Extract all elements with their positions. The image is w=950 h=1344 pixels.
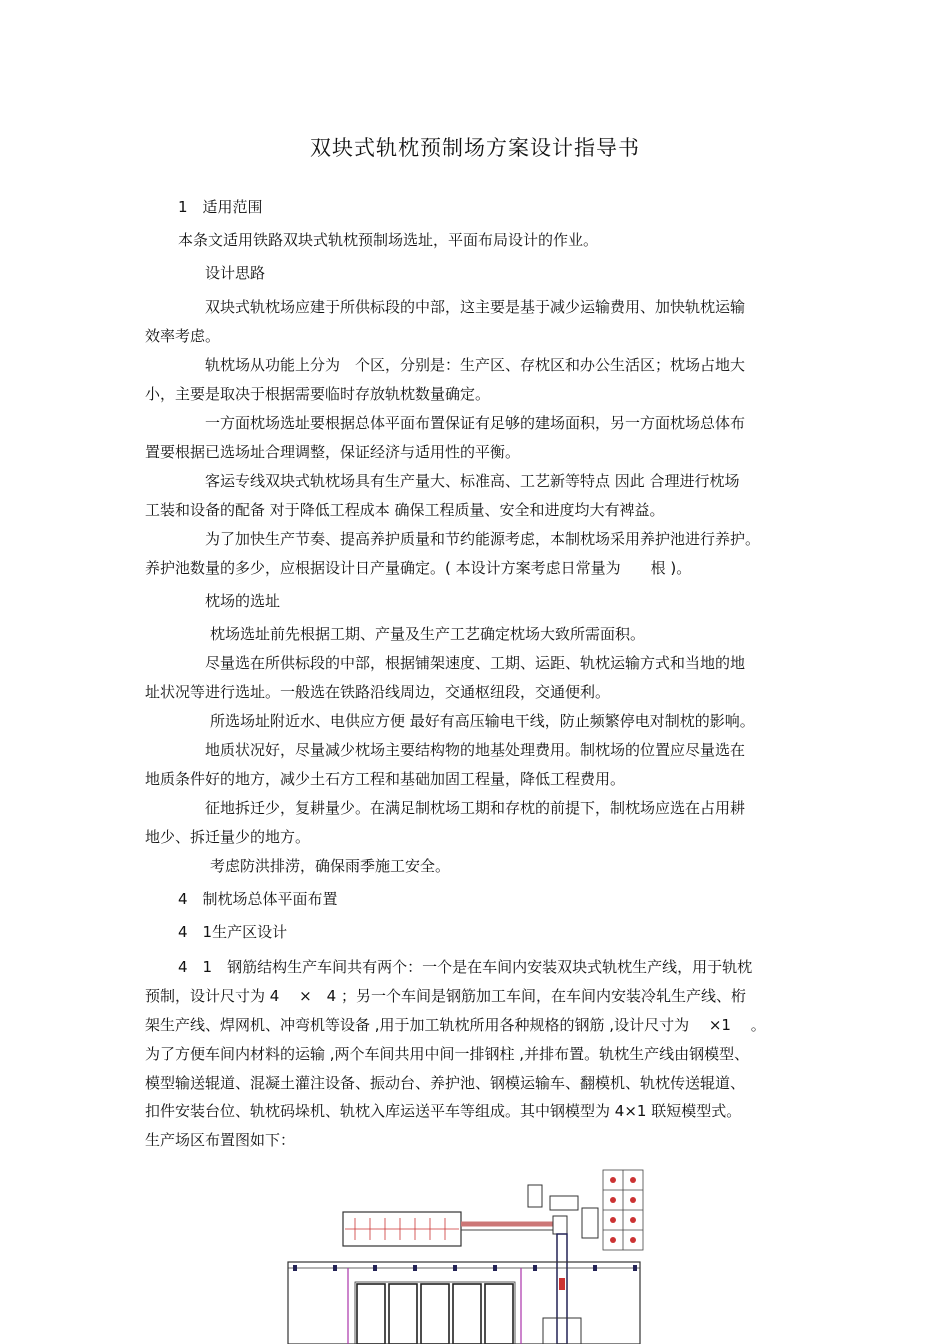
workshop-outline: [288, 1262, 640, 1344]
paragraph-line: 址状况等进行选址。一般选在铁路沿线周边，交通枢纽段，交通便利。: [145, 683, 611, 701]
transfer-cart: [559, 1278, 565, 1290]
paragraph-line: 为了方便车间内材料的运输 ,两个车间共用中间一排钢柱 ,并排布置。轨枕生产线由钢模型、: [145, 1045, 750, 1063]
storage-grid: [603, 1170, 643, 1250]
paragraph-line: 轨枕场从功能上分为 个区，分别是：生产区、存枕区和办公生活区；枕场占地大: [205, 356, 746, 374]
paragraph-line: 双块式轨枕场应建于所供标段的中部，这主要是基于减少运输费用、加快轨枕运输: [205, 298, 746, 316]
paragraph-line: 地质条件好的地方，减少土石方工程和基础加固工程量，降低工程费用。: [145, 770, 626, 788]
paragraph-line: 扣件安装台位、轨枕码垛机、轨枕入库运送平车等组成。其中钢模型为 4×1 联短模型式。: [145, 1102, 742, 1120]
paragraph-line: 一方面枕场选址要根据总体平面布置保证有足够的建场面积，另一方面枕场总体布: [205, 414, 746, 432]
heading-site-selection: 枕场的选址: [205, 592, 281, 610]
paragraph-line: 小，主要是取决于根据需要临时存放轨枕数量确定。: [145, 385, 491, 403]
paragraph-line: 地质状况好，尽量减少枕场主要结构物的地基处理费用。制枕场的位置应尽量选在: [205, 741, 746, 759]
paragraph-line: 效率考虑。: [145, 327, 221, 345]
paragraph-line: 地少、拆迁量少的地方。: [145, 828, 311, 846]
paragraph-line: 养护池数量的多少，应根据设计日产量确定。( 本设计方案考虑日常量为 根 )。: [145, 559, 692, 577]
heading-production-area: 4 1生产区设计: [178, 923, 288, 941]
production-area-layout-drawing: [285, 1168, 645, 1344]
paragraph-line: 为了加快生产节奏、提高养护质量和节约能源考虑，本制枕场采用养护池进行养护。: [205, 530, 761, 548]
paragraph-line: 预制，设计尺寸为 4 × 4 ；另一个车间是钢筋加工车间，在车间内安装冷轧生产线、桁: [145, 987, 746, 1005]
paragraph-line: 枕场选址前先根据工期、产量及生产工艺确定枕场大致所需面积。: [210, 625, 646, 643]
paragraph-line: 置要根据已选场址合理调整，保证经济与适用性的平衡。: [145, 443, 521, 461]
equipment-box: [582, 1208, 598, 1238]
paragraph-line: 尽量选在所供标段的中部，根据铺架速度、工期、运距、轨枕运输方式和当地的地: [205, 654, 746, 672]
heading-scope: 1 适用范围: [178, 198, 263, 216]
heading-layout: 4 制枕场总体平面布置: [178, 890, 338, 908]
conveyor-head: [553, 1216, 567, 1234]
paragraph-line: 所选场址附近水、电供应方便 最好有高压输电干线，防止频繁停电对制枕的影响。: [210, 712, 755, 730]
paragraph-line: 考虑防洪排涝，确保雨季施工安全。: [210, 857, 451, 875]
equipment-box: [550, 1196, 578, 1210]
paragraph-line: 4 1 钢筋结构生产车间共有两个：一个是在车间内安装双块式轨枕生产线，用于轨枕: [178, 958, 753, 976]
paragraph-line: 工装和设备的配备 对于降低工程成本 确保工程质量、安全和进度均大有裨益。: [145, 501, 665, 519]
production-line-segments: [345, 1218, 459, 1240]
document-title: 双块式轨枕预制场方案设计指导书: [310, 136, 640, 160]
equipment-box: [543, 1318, 581, 1344]
curing-pools: [357, 1284, 513, 1344]
paragraph-line: 模型输送辊道、混凝土灌注设备、振动台、养护池、钢模运输车、翻模机、轨枕传送辊道、: [145, 1074, 746, 1092]
paragraph-line: 架生产线、焊网机、冲弯机等设备 ,用于加工轨枕所用各种规格的钢筋 ,设计尺寸为 ×1 。: [145, 1016, 766, 1034]
equipment-box: [528, 1185, 542, 1207]
paragraph-line: 生产场区布置图如下：: [145, 1131, 296, 1149]
paragraph-line: 征地拆迁少，复耕量少。在满足制枕场工期和存枕的前提下，制枕场应选在占用耕: [205, 799, 746, 817]
heading-design-idea: 设计思路: [205, 264, 266, 282]
paragraph-line: 本条文适用铁路双块式轨枕预制场选址，平面布局设计的作业。: [178, 231, 599, 249]
paragraph-line: 客运专线双块式轨枕场具有生产量大、标准高、工艺新等特点 因此 合理进行枕场: [205, 472, 740, 490]
